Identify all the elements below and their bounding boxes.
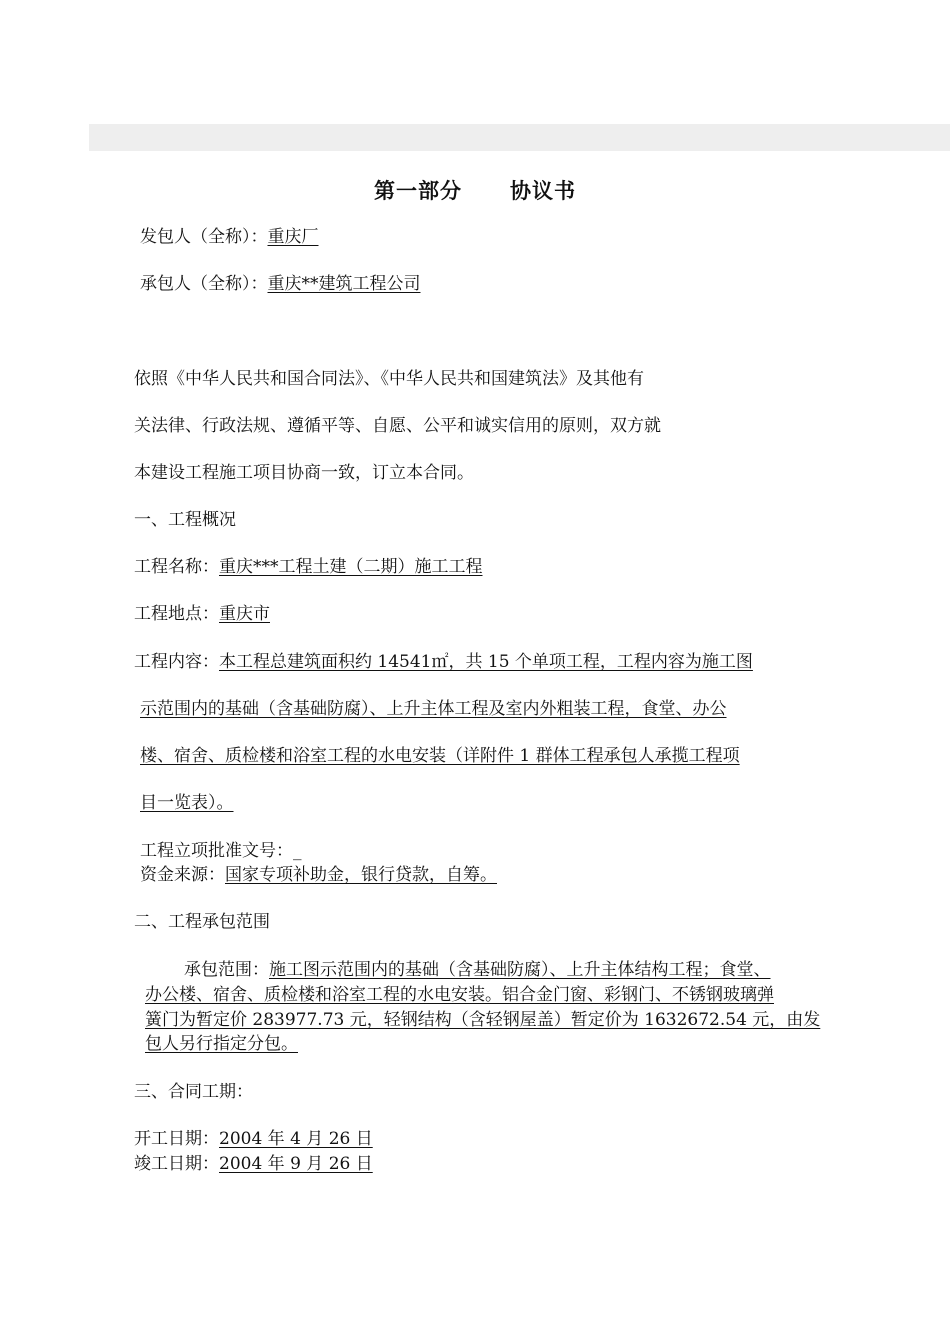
scope-text: 簧门为暂定价 283977.73 元，轻钢结构（含轻钢屋盖）暂定价为 1632672.54 元，由发 [145,1010,821,1030]
preamble-line: 依照《中华人民共和国合同法》、《中华人民共和国建筑法》及其他有 [134,369,644,389]
employer-value: 重庆厂 [267,227,319,247]
project-content-text: 示范围内的基础（含基础防腐）、上升主体工程及室内外粗装工程，食堂、办公 [140,699,727,719]
approval-value: _ [293,841,302,861]
scope-label: 承包范围： [184,960,269,980]
approval-label: 工程立项批准文号： [140,841,293,861]
employer-label: 发包人（全称）： [140,227,268,247]
title-part: 第一部分 [374,179,462,203]
start-date-value: 2004 年 4 月 26 日 [219,1129,373,1149]
project-content-text: 本工程总建筑面积约 14541㎡，共 15 个单项工程，工程内容为施工图 [219,652,753,672]
section-heading: 一、工程概况 [134,510,236,530]
scope-text: 包人另行指定分包。 [145,1034,298,1054]
start-date-line [134,1127,373,1151]
funding-label: 资金来源： [140,865,225,885]
contractor-line [140,272,421,296]
scope-text: 施工图示范围内的基础（含基础防腐）、上升主体结构工程；食堂、 [269,960,771,980]
employer-line [140,225,319,249]
contractor-label: 承包人（全称）： [140,274,268,294]
approval-line [140,839,302,863]
end-date-value: 2004 年 9 月 26 日 [219,1154,373,1174]
project-content-text: 目一览表）。 [140,793,234,813]
funding-value: 国家专项补助金，银行贷款，自筹。 [225,865,497,885]
section-heading: 三、合同工期： [134,1082,253,1102]
page-title [0,175,950,205]
contractor-value: 重庆**建筑工程公司 [267,274,421,294]
title-name: 协议书 [510,179,576,203]
scope-line [184,958,771,982]
project-location-label: 工程地点： [134,604,219,624]
project-content-text: 楼、宿舍、质检楼和浴室工程的水电安装（详附件 1 群体工程承包人承揽工程项 [140,746,740,766]
preamble-line: 本建设工程施工项目协商一致，订立本合同。 [134,463,474,483]
project-location-value: 重庆市 [219,604,270,624]
project-name-value: 重庆***工程土建（二期）施工工程 [219,557,483,577]
preamble-line: 关法律、行政法规、遵循平等、自愿、公平和诚实信用的原则，双方就 [134,416,661,436]
start-date-label: 开工日期： [134,1129,219,1149]
scope-text: 办公楼、宿舍、质检楼和浴室工程的水电安装。铝合金门窗、彩钢门、不锈钢玻璃弹 [145,985,774,1005]
end-date-line [134,1152,373,1176]
project-name-line [134,555,483,579]
project-content-label: 工程内容： [134,652,219,672]
project-location-line [134,602,270,626]
project-name-label: 工程名称： [134,557,219,577]
end-date-label: 竣工日期： [134,1154,219,1174]
header-band [89,124,950,151]
project-content-line [134,650,753,674]
funding-line [140,863,497,887]
section-heading: 二、工程承包范围 [134,912,270,932]
